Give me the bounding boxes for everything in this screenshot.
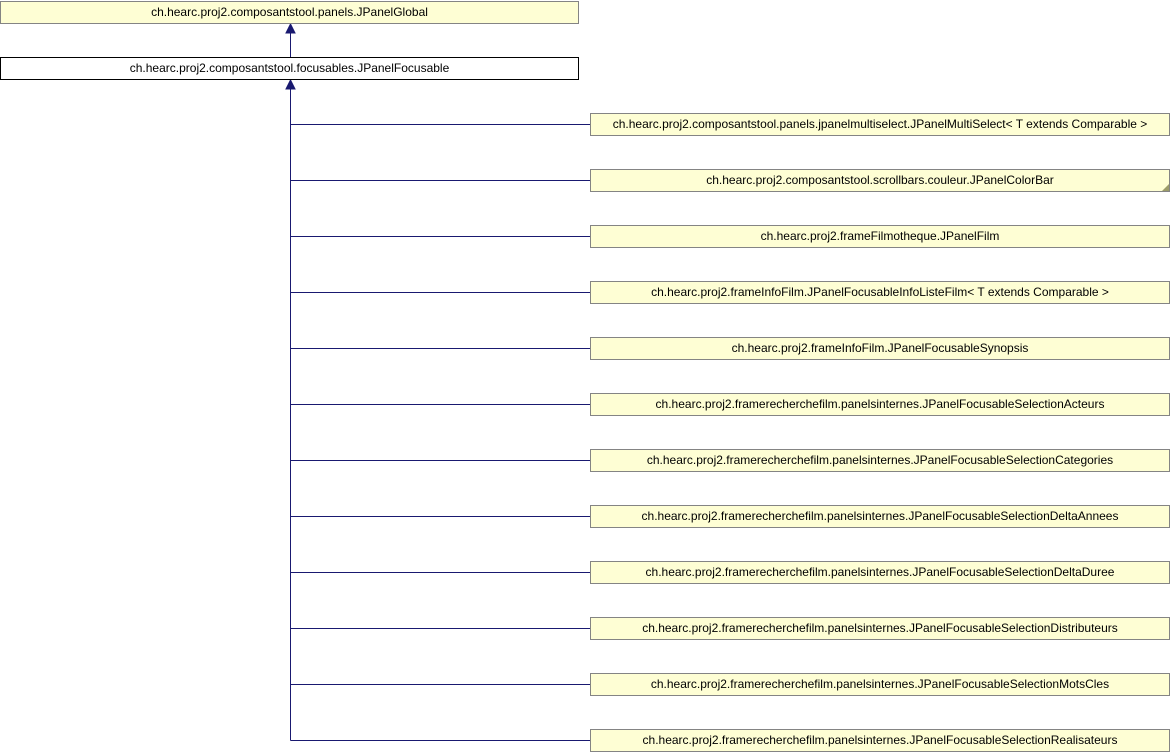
node-jpanelfocusableselectiondeltaduree[interactable] (590, 561, 1170, 584)
edge-arrowhead-root (286, 24, 295, 33)
node-jpanelfocusableinfolistefilm[interactable] (590, 281, 1170, 304)
truncated-marker-icon (1162, 184, 1169, 191)
node-label: ch.hearc.proj2.composantstool.focusables.JPanelFocusable (129, 61, 450, 75)
node-jpanelfocusableselectioncategories[interactable] (590, 449, 1170, 472)
node-jpanelcolorbar[interactable] (590, 169, 1170, 192)
node-label: ch.hearc.proj2.frameInfoFilm.JPanelFocusableInfoListeFilm< T extends Comparable > (651, 285, 1109, 299)
node-label: ch.hearc.proj2.framerecherchefilm.panelsinternes.JPanelFocusableSelectionRealisateurs (642, 733, 1118, 747)
node-label: ch.hearc.proj2.framerecherchefilm.panelsinternes.JPanelFocusableSelectionDeltaDuree (645, 565, 1115, 579)
node-label: ch.hearc.proj2.framerecherchefilm.panelsinternes.JPanelFocusableSelectionDistributeurs (642, 621, 1118, 635)
node-label: ch.hearc.proj2.framerecherchefilm.panelsinternes.JPanelFocusableSelectionMotsCles (650, 677, 1110, 691)
node-jpanelmultiselect[interactable] (590, 113, 1170, 136)
node-label: ch.hearc.proj2.framerecherchefilm.panelsinternes.JPanelFocusableSelectionCategories (646, 453, 1114, 467)
node-label: ch.hearc.proj2.framerecherchefilm.panelsinternes.JPanelFocusableSelectionDeltaAnnees (641, 509, 1119, 523)
node-label: ch.hearc.proj2.composantstool.panels.JPanelGlobal (151, 5, 428, 19)
node-jpanelfocusableselectionrealisateurs[interactable] (590, 729, 1170, 752)
edge-arrowhead-focus (286, 80, 295, 89)
node-label: ch.hearc.proj2.framerecherchefilm.panelsinternes.JPanelFocusableSelectionActeurs (655, 397, 1105, 411)
node-jpanelfocusablesynopsis[interactable] (590, 337, 1170, 360)
node-label: ch.hearc.proj2.frameInfoFilm.JPanelFocusableSynopsis (731, 341, 1029, 355)
node-jpanelfocusableselectionacteurs[interactable] (590, 393, 1170, 416)
node-jpanelfocusable[interactable] (0, 57, 579, 80)
node-label: ch.hearc.proj2.frameFilmotheque.JPanelFilm (760, 229, 1000, 243)
node-jpanelfocusableselectiondeltaannees[interactable] (590, 505, 1170, 528)
node-jpanelfilm[interactable] (590, 225, 1170, 248)
node-label: ch.hearc.proj2.composantstool.panels.jpanelmultiselect.JPanelMultiSelect< T extends Comparable > (612, 117, 1148, 131)
node-jpanelglobal[interactable] (0, 1, 579, 24)
node-jpanelfocusableselectiondistributeurs[interactable] (590, 617, 1170, 640)
node-label: ch.hearc.proj2.composantstool.scrollbars.couleur.JPanelColorBar (706, 173, 1054, 187)
node-jpanelfocusableselectionmotscles[interactable] (590, 673, 1170, 696)
